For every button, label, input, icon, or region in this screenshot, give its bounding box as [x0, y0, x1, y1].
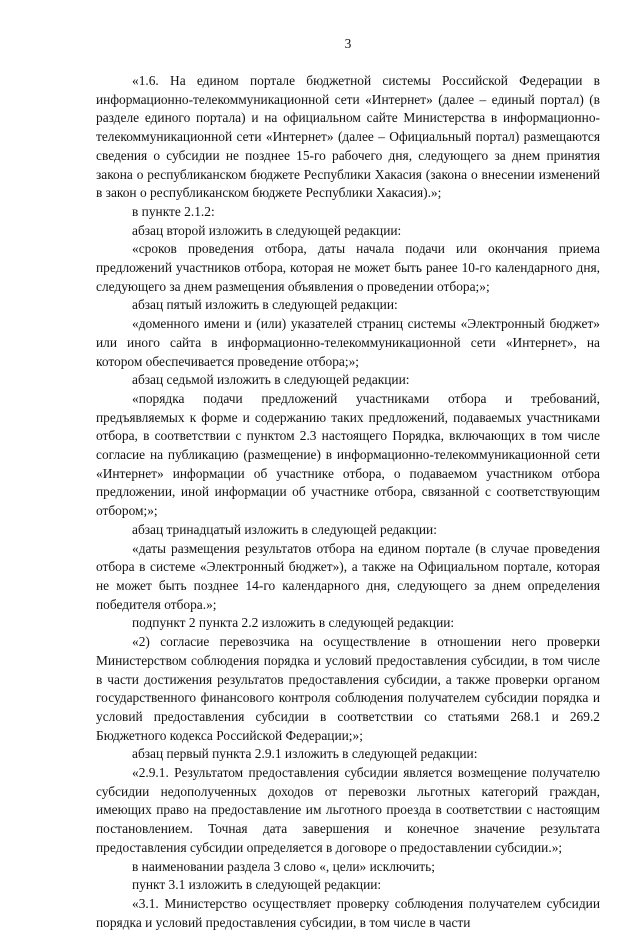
document-body: [96, 72, 600, 932]
paragraph-abzac-2-heading: абзац второй изложить в следующей редакции:: [132, 222, 402, 238]
paragraph-abzac-13-text: «даты размещения результатов отбора на едином портале (в случае проведения отбора в системе «Электронный бюджет»), а также на Официальном портале, которая не может быть позднее 14-го календарного дня, следующего за днем определения победителя отбора.»;: [96, 540, 600, 612]
paragraph-abzac-5-heading: абзац пятый изложить в следующей редакции:: [132, 297, 398, 313]
paragraph-abzac-2-text: «сроков проведения отбора, даты начала подачи или окончания приема предложений участников отбора, которая не может быть ранее 10-го календарного дня, следующего за днем размещения объявления о проведении отбора;»;: [96, 241, 600, 294]
page-number: 3: [344, 36, 352, 51]
paragraph-1-6: «1.6. На едином портале бюджетной системы Российской Федерации в информационно-телекоммуникационной сети «Интернет» (далее – единый портал) (в разделе единого портала) и на официальном сайте Министерства в информационно-телекоммуникационной сети «Интернет» (далее – Официальный портал) размещаются сведения о субсидии не позднее 15-го рабочего дня, следующего за днем принятия закона о республиканском бюджете Республики Хакасия (закона о внесении изменений в закон о республиканском бюджете Республики Хакасия).»;: [96, 73, 600, 201]
paragraph-subitem-2-heading: подпункт 2 пункта 2.2 изложить в следующей редакции:: [132, 615, 455, 631]
paragraph-subitem-2-text: «2) согласие перевозчика на осуществление в отношении него проверки Министерством соблюдения порядка и условий предоставления субсидии, в том числе в части достижения результатов предоставления субсидии, а также проверки органом государственного финансового контроля соблюдения получателем субсидии порядка и условий предоставления субсидии в соответствии со статьями 268.1 и 269.2 Бюджетного кодекса Российской Федерации;»;: [96, 634, 600, 743]
paragraph-item-2-1-2: в пункте 2.1.2:: [132, 203, 215, 219]
paragraph-section-3-title: в наименовании раздела 3 слово «, цели» исключить;: [132, 858, 435, 874]
paragraph-2-9-1-text: «2.9.1. Результатом предоставления субсидии является возмещение получателю субсидии недополученных доходов от перевозки льготных категорий граждан, имеющих право на предоставление им льготного проезда в соответствии с настоящим постановлением. Точная дата завершения и конечное значение результата предоставления субсидии определяется в договоре о предоставлении субсидии.»;: [96, 765, 600, 855]
paragraph-2-9-1-heading: абзац первый пункта 2.9.1 изложить в следующей редакции:: [132, 746, 478, 762]
paragraph-abzac-5-text: «доменного имени и (или) указателей страниц системы «Электронный бюджет» или иного сайта в информационно-телекоммуникационной сети «Интернет», на котором обеспечивается проведение отбора;»;: [96, 316, 600, 369]
paragraph-abzac-13-heading: абзац тринадцатый изложить в следующей редакции:: [132, 521, 437, 537]
paragraph-3-1-text: «3.1. Министерство осуществляет проверку соблюдения получателем субсидии порядка и условий предоставления субсидии, в том числе в части: [96, 895, 600, 930]
paragraph-3-1-heading: пункт 3.1 изложить в следующей редакции:: [132, 877, 382, 893]
paragraph-abzac-7-heading: абзац седьмой изложить в следующей редакции:: [132, 372, 410, 388]
paragraph-abzac-7-text: «порядка подачи предложений участниками отбора и требований, предъявляемых к форме и содержанию таких предложений, подаваемых участниками отбора, в соответствии с пунктом 2.3 настоящего Порядка, включающих в том числе согласие на публикацию (размещение) в информационно-телекоммуникационной сети «Интернет» информации об участнике отбора, о подаваемом участником отбора предложении, иной информации об участнике отбора, связанной с соответствующим отбором;»;: [96, 390, 600, 519]
